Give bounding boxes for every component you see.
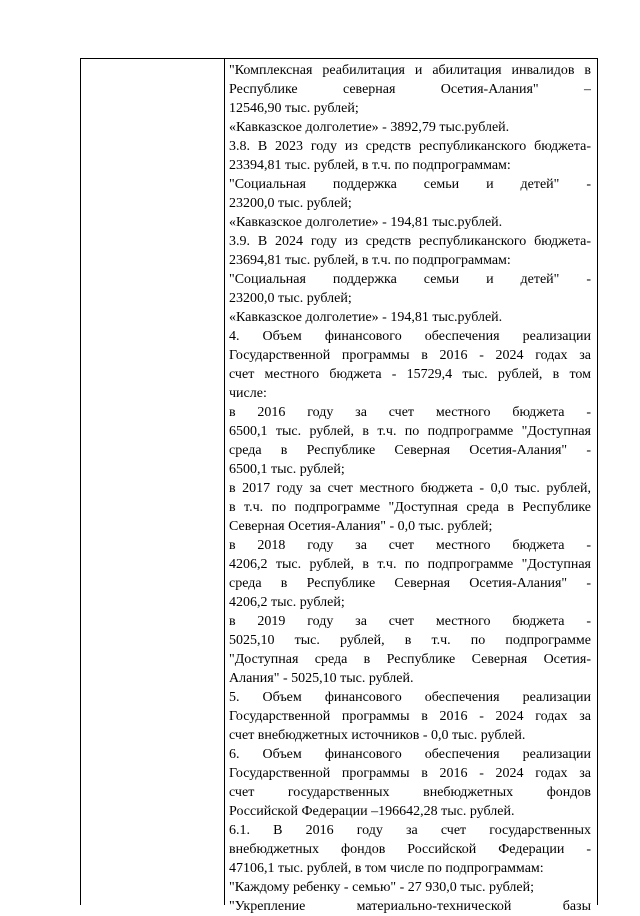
text-line: "Доступная среда в Республике Северная Осетия-	[229, 652, 591, 667]
text-line: в 2017 году за счет местного бюджета - 0,0 тыс. рублей,	[229, 481, 591, 496]
text-line: 47106,1 тыс. рублей, в том числе по подпрограммам:	[229, 861, 544, 876]
text-line: 23200,0 тыс. рублей;	[229, 291, 352, 306]
text-line: счет государственных внебюджетных фондов	[229, 785, 591, 800]
text-line: Государственной программы в 2016 - 2024 годах за	[229, 709, 591, 724]
text-line: числе:	[229, 386, 267, 401]
text-line: «Кавказское долголетие» - 194,81 тыс.рублей.	[229, 310, 503, 325]
text-line: 23694,81 тыс. рублей, в т.ч. по подпрограммам:	[229, 253, 511, 268]
text-line: 6500,1 тыс. рублей;	[229, 462, 345, 477]
text-line: среда в Республике Северная Осетия-Алания" -	[229, 443, 591, 458]
text-line: Республике северная Осетия-Алания" –	[229, 82, 591, 97]
text-line: "Социальная поддержка семьи и детей" -	[229, 272, 591, 287]
text-line: Российской Федерации –196642,28 тыс. рублей.	[229, 804, 515, 819]
text-line: 6. Объем финансового обеспечения реализации	[229, 747, 591, 762]
text-line: 5025,10 тыс. рублей, в т.ч. по подпрограмме	[229, 633, 591, 648]
text-line: 6500,1 тыс. рублей, в т.ч. по подпрограмме "Доступная	[229, 424, 591, 439]
text-line: 4206,2 тыс. рублей, в т.ч. по подпрограмме "Доступная	[229, 557, 591, 572]
text-line: 3.9. В 2024 году из средств республиканского бюджета-	[229, 234, 591, 249]
text-line: среда в Республике Северная Осетия-Алания" -	[229, 576, 591, 591]
text-line: Северная Осетия-Алания" - 0,0 тыс. рублей;	[229, 519, 493, 534]
text-line: Алания" - 5025,10 тыс. рублей.	[229, 671, 414, 686]
text-line: в 2019 году за счет местного бюджета -	[229, 614, 591, 629]
text-line: счет внебюджетных источников - 0,0 тыс. рублей.	[229, 728, 526, 743]
table-right-cell	[229, 61, 591, 916]
text-line: «Кавказское долголетие» - 3892,79 тыс.рублей.	[229, 120, 510, 135]
column-divider	[224, 59, 225, 905]
table-left-cell	[81, 59, 224, 905]
text-line: «Кавказское долголетие» - 194,81 тыс.рублей.	[229, 215, 503, 230]
text-line: в 2016 году за счет местного бюджета -	[229, 405, 591, 420]
text-line: 5. Объем финансового обеспечения реализации	[229, 690, 591, 705]
text-line: "Каждому ребенку - семью" - 27 930,0 тыс. рублей;	[229, 880, 534, 895]
text-line: внебюджетных фондов Российской Федерации -	[229, 842, 591, 857]
text-line: 12546,90 тыс. рублей;	[229, 101, 359, 116]
text-line: 4. Объем финансового обеспечения реализации	[229, 329, 591, 344]
text-line: 23200,0 тыс. рублей;	[229, 196, 352, 211]
text-line: Государственной программы в 2016 - 2024 годах за	[229, 766, 591, 781]
text-line: 3.8. В 2023 году из средств республиканского бюджета-	[229, 139, 591, 154]
text-line: счет местного бюджета - 15729,4 тыс. рублей, в том	[229, 367, 591, 382]
text-line: "Укрепление материально-технической базы	[229, 899, 591, 914]
text-line: 4206,2 тыс. рублей;	[229, 595, 345, 610]
text-line: 23394,81 тыс. рублей, в т.ч. по подпрограммам:	[229, 158, 511, 173]
program-table	[80, 58, 598, 914]
text-line: Государственной программы в 2016 - 2024 годах за	[229, 348, 591, 363]
text-line: в 2018 году за счет местного бюджета -	[229, 538, 591, 553]
text-line: 6.1. В 2016 году за счет государственных	[229, 823, 591, 838]
text-line: "Социальная поддержка семьи и детей" -	[229, 177, 591, 192]
text-line: в т.ч. по подпрограмме "Доступная среда в Республике	[229, 500, 591, 515]
text-line: "Комплексная реабилитация и абилитация инвалидов в	[229, 63, 591, 78]
